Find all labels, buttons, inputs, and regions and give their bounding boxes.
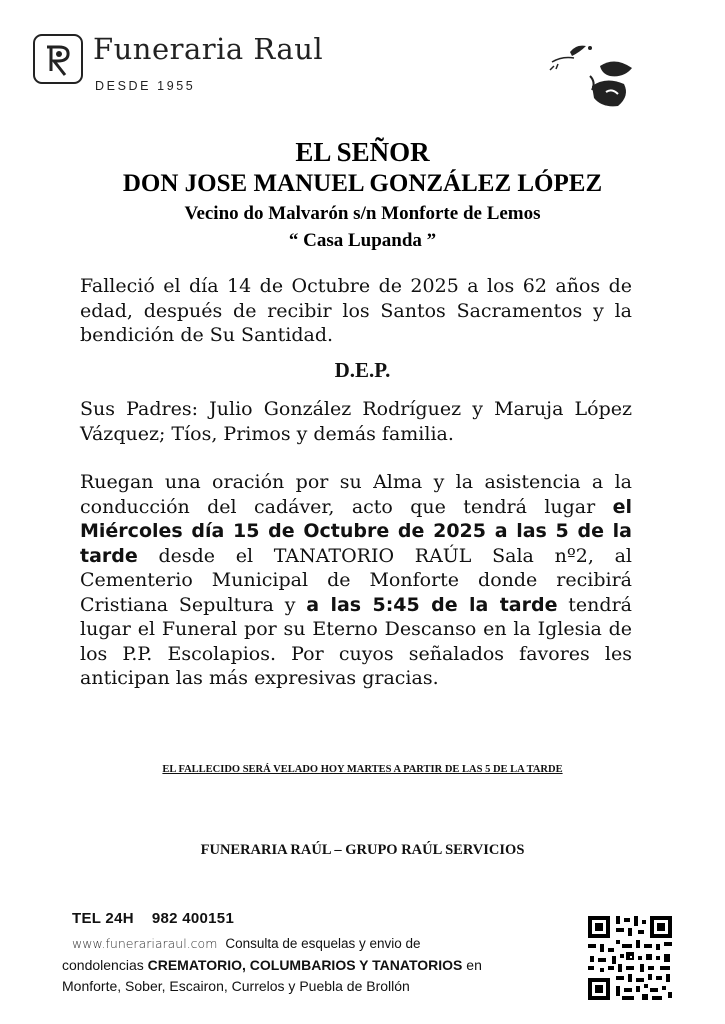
ceremony-text-3: tendrá lugar el Funeral por su Eterno Descanso en la Iglesia de los P.P. Escolapios. Por cuyos señalados favores les anticipan las más expresivas gracias. [80, 593, 632, 689]
website-note: Consulta de esquelas y envio de [225, 936, 421, 951]
logo-r-icon [41, 41, 77, 79]
qr-code-icon [586, 914, 674, 1002]
ceremony-paragraph [80, 470, 632, 691]
locations-line: Monforte, Sober, Escairon, Currelos y Puebla de Brollón [62, 978, 410, 994]
dep-heading: D.E.P. [334, 358, 391, 382]
logo-mark [33, 34, 83, 84]
phone-label: TEL 24H [72, 910, 134, 927]
website-url: www.funerariaraul.com [72, 936, 218, 951]
vigil-notice: EL FALLECIDO SERÁ VELADO HOY MARTES A PARTIR DE LAS 5 DE LA TARDE [162, 764, 563, 775]
brand-name: Funeraria Raul [93, 32, 324, 66]
honorific: EL SEÑOR [295, 137, 430, 167]
house-name: “ Casa Lupanda ” [288, 230, 437, 251]
deceased-name: DON JOSE MANUEL GONZÁLEZ LÓPEZ [122, 170, 603, 197]
family-paragraph: Sus Padres: Julio González Rodríguez y Maruja López Vázquez; Tíos, Primos y demás familia. [80, 398, 632, 445]
death-paragraph: Falleció el día 14 de Octubre de 2025 a los 62 años de edad, después de recibir los Santos Sacramentos y la bendición de Su Santidad. [80, 275, 632, 346]
ceremony-date: el Miércoles día 15 de Octubre de 2025 a las 5 de la tarde [80, 495, 632, 567]
phone-number: 982 400151 [151, 910, 235, 927]
phone-line [72, 910, 234, 927]
services-list: CREMATORIO, COLUMBARIOS Y TANATORIOS [147, 957, 463, 973]
group-name: FUNERARIA RAÚL – GRUPO RAÚL SERVICIOS [200, 842, 525, 858]
services-prefix: condolencias [62, 957, 148, 973]
ceremony-text-2: desde el TANATORIO RAÚL Sala nº2, al Cementerio Municipal de Monforte donde recibirá Cristiana Sepultura y [80, 544, 632, 616]
services-line [62, 957, 482, 973]
funeral-time: a las 5:45 de la tarde [306, 593, 558, 616]
residence: Vecino do Malvarón s/n Monforte de Lemos [184, 203, 541, 224]
services-suffix: en [462, 957, 482, 973]
ceremony-text-1: Ruegan una oración por su Alma y la asistencia a la conducción del cadáver, acto que tendrá lugar [80, 471, 632, 518]
brand-since: DESDE 1955 [95, 79, 196, 93]
bird-flower-icon [540, 36, 640, 112]
website-line [72, 936, 421, 951]
